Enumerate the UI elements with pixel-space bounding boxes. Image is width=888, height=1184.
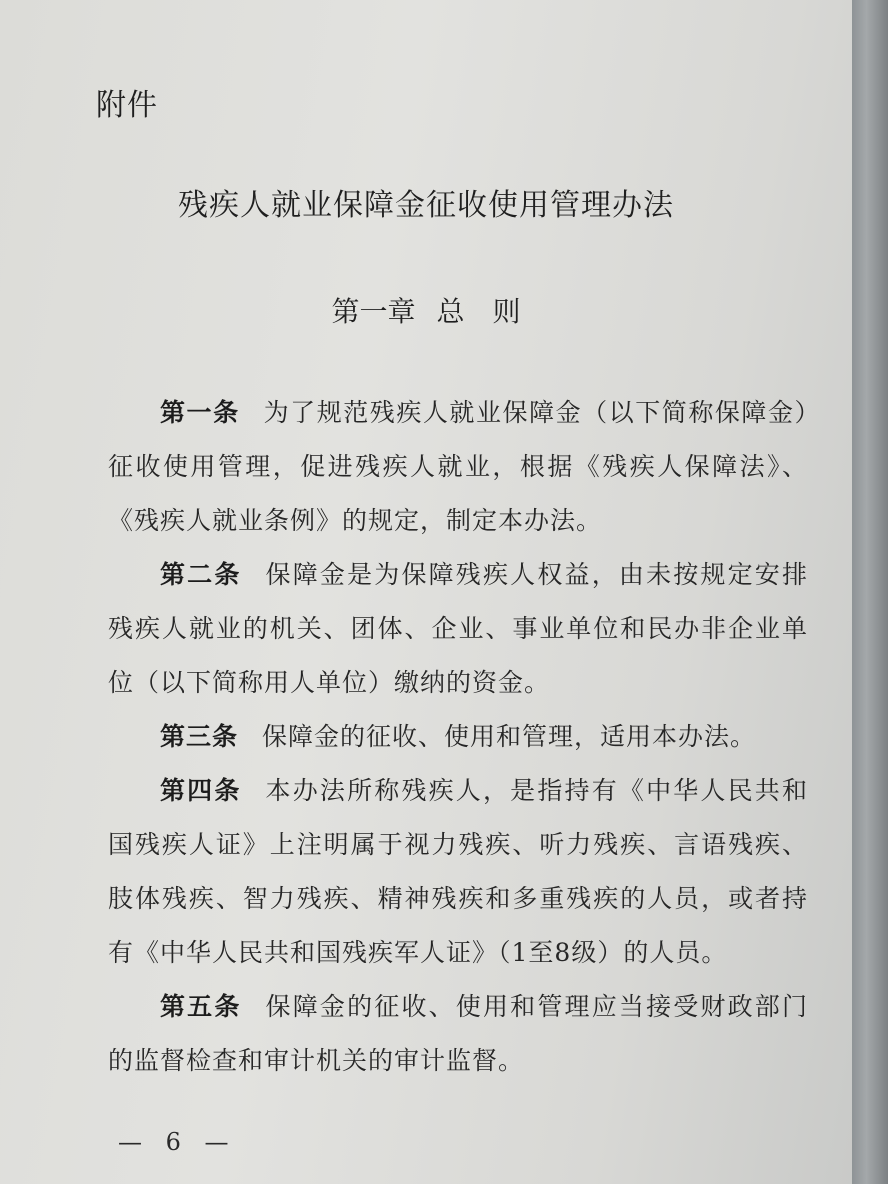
page-number: — 6 —	[118, 1128, 237, 1156]
article-5-label: 第五条	[160, 992, 242, 1021]
article-1-label: 第一条	[160, 398, 240, 427]
article-4-text: 本办法所称残疾人，是指持有《中华人民共和国残疾人证》上注明属于视力残疾、听力残疾、言语残疾、肢体残疾、智力残疾、精神残疾和多重残疾的人员，或者持有《中华人民共和国残疾军人证》（1至8级）的人员。	[108, 776, 808, 967]
article-2-label: 第二条	[160, 560, 242, 589]
chapter-title: 第一章 总 则	[331, 295, 521, 328]
article-5-text: 保障金的征收、使用和管理应当接受财政部门的监督检查和审计机关的审计监督。	[108, 992, 808, 1075]
article-1	[108, 386, 808, 548]
article-3-label: 第三条	[160, 722, 239, 751]
article-2	[108, 548, 808, 710]
attachment-label: 附件	[96, 88, 158, 123]
article-2-text: 保障金是为保障残疾人权益，由未按规定安排残疾人就业的机关、团体、企业、事业单位和民办非企业单位（以下简称用人单位）缴纳的资金。	[108, 560, 808, 697]
article-3	[108, 710, 808, 764]
document-title: 残疾人就业保障金征收使用管理办法	[178, 188, 674, 223]
article-3-text: 保障金的征收、使用和管理，适用本办法。	[262, 722, 757, 751]
document-body	[108, 386, 808, 1088]
article-4-label: 第四条	[160, 776, 242, 805]
article-4	[108, 764, 808, 980]
article-1-text: 为了规范残疾人就业保障金（以下简称保障金）征收使用管理，促进残疾人就业，根据《残疾人保障法》、《残疾人就业条例》的规定，制定本办法。	[108, 398, 808, 535]
article-5	[108, 980, 808, 1088]
background-shadow	[852, 0, 888, 1184]
